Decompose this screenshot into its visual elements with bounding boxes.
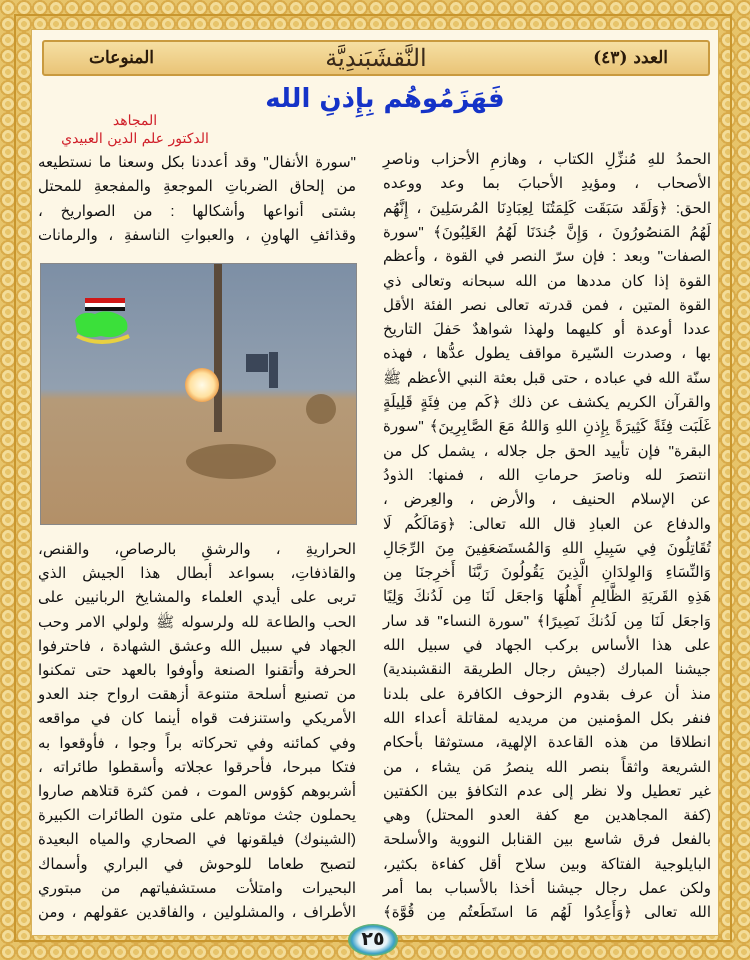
magazine-header	[42, 40, 710, 76]
text-line: تُقَاتِلُونَ فِي سَبِيلِ اللهِ وَالمُستَضعَفِينَ مِنَ الرِّجَالِ	[383, 539, 711, 557]
text-line: الشريعة واثقاً بنصر الله ينصرُ مَن يشاء ، من	[383, 758, 711, 776]
text-line: هَذِهِ القَريَةِ الظَّالِمِ أَهلُهَا وَاجعَل لَنَا مِن لَدُنكَ وَلِيًا	[383, 588, 711, 606]
vehicle	[269, 352, 278, 388]
text-line: والدفاع عن العبادِ قال الله تعالى: ﴿وَمَالَكُم لَا	[383, 515, 711, 533]
text-line: من إلحاق الضرباتِ الموجعةِ والمفجعةِ للمحتل	[38, 178, 356, 196]
article-photo	[40, 263, 357, 525]
army-emblem-icon	[71, 292, 141, 352]
text-line: ولكن عمل رجال جيشنا أخذا بالأسباب بما أمر	[383, 880, 711, 897]
text-line: وقذائفِ الهاونِ ، والعبواتِ الناسفةِ ، والرمانات	[38, 226, 356, 244]
text-line: الأصحاب ، ومؤيدِ الأحبابَ بما وعد ووعده	[383, 175, 711, 193]
vehicle	[246, 354, 268, 372]
author-title: المجاهد	[112, 113, 158, 129]
text-line: القوة المتين ، فمن قدرته تعالى نصر الفئة الأقل	[383, 296, 711, 314]
text-line: فتكا مبرحا، فأحرقوا عجلاته وأسقطوا طائراته ،	[38, 758, 356, 776]
text-line: الله تعالى ﴿وَأَعِدُوا لَهُم مَا استَطَعتُم مِن قُوَّة﴾	[383, 904, 711, 922]
text-line: انطلاقا من هذه القاعدة الإلهية، مستوثقا بأحكام	[383, 734, 711, 752]
text-line: وَالنِّسَاءِ وَالوِلدَانِ الَّذِينَ يَقُولُونَ رَبَّنَا أَخرِجنَا مِن	[383, 564, 711, 582]
text-line: من تصنيع أسلحة متنوعة أزهقت ارواح جند العدو	[38, 686, 356, 704]
text-line: جيشنا المبارك (جيش رجال الطريقة النقشبندية)	[383, 661, 711, 679]
article-title: فَهَزَمُوهُم بِإِذنِ الله	[265, 84, 505, 114]
author-name: الدكتور علم الدين العبيدي	[61, 131, 209, 147]
text-line: الحمدُ للهِ مُنزِّلِ الكتاب ، وهازمِ الأحزاب وناصرِ	[383, 151, 711, 168]
text-line: على هذا الأساس بركب الجهاد في سبيل الله	[383, 637, 711, 654]
text-line: لَهُمُ المَنصُورُونَ ، وَإِنَّ جُندَنَا لَهُمُ الغَلِبُونَ﴾ "سورة	[383, 223, 711, 241]
text-line: البقرة" فإن تأييد الحق جل جلاله ، يشمل كل من	[383, 442, 711, 460]
text-line: الحق: ﴿وَلَقَد سَبَقَت كَلِمَتُنَا لِعِبَادِنَا المُرسَلِينَ ، إِنَّهُم	[383, 199, 711, 217]
text-line: البحيرات وامتلأت مستشفياتهم من مبتوري	[38, 879, 356, 897]
text-line: بالفعل فرق شاسع بين القنابل النووية والأسلحة	[383, 831, 711, 849]
shrub	[186, 444, 276, 479]
text-line: الحراريةِ ، والرشقِ بالرصاصِ، والقنص،	[38, 541, 356, 558]
text-line: والقاذفاتِ، بسواعد أبطال هذا الجيش الذي	[38, 565, 356, 583]
magazine-logo: النَّقشَبَندِيَّة	[325, 44, 427, 72]
text-line: البايلوجية الفتاكة وبين سلاح أقل كفاءة بكثير،	[383, 855, 711, 873]
shrub	[306, 394, 336, 424]
explosion	[185, 368, 219, 402]
text-line: سنّة الله في عباده ، حتى قبل بعثة النبي الأعظم ﷺ	[383, 369, 711, 387]
issue-number: العدد (٤٣)	[593, 48, 668, 68]
text-line: انتصرَ لله وناصرَ حرماتِ الله ، فمنها: الذودُ	[383, 466, 711, 484]
text-line: بشتى أنواعها وأشكالها : من الصواريخ ،	[38, 202, 356, 220]
text-line: عن الإسلام الحنيف ، والأرض ، والعِرض ،	[383, 491, 711, 509]
text-line: الأطراف ، والمشلولين ، والفاقدين عقولهم ، ومن	[38, 904, 356, 921]
text-line: تربى على أيدي العلماء والمشايخ الربانيين على	[38, 589, 356, 607]
text-line: والقرآن الكريم يكشف عن ذلك ﴿كَم مِن فِئَةٍ قَلِيلَةٍ	[383, 394, 711, 411]
utility-pole	[214, 264, 222, 432]
text-line: الصفات" وبعد : فإن سرّ النصر في القوة ، وأعظم	[383, 248, 711, 266]
text-line: لتصبح طعاما للوحوش في البراري وأسماك	[38, 855, 356, 873]
text-line: عددا أوعدة أو كليهما ولهذا شواهدٌ حَفلَ التاريخ	[383, 321, 711, 339]
text-line: وَاجعَل لَنَا مِن لَدُنكَ نَصِيرًا﴾ "سورة النساء" قد سار	[383, 612, 711, 630]
text-line: وفي كمائنه وفي تحركاته براً وجوا ، فأوقعوا به	[38, 734, 356, 752]
text-line: غير تعطيل ولا نظر إلى عدم التكافؤ بين الكفتين	[383, 782, 711, 800]
page-number: ٢٥	[348, 924, 398, 956]
text-line: (كفة المجاهدين مع كفة العدو المحتل) وهي	[383, 807, 711, 825]
section-name: المنوعات	[89, 48, 154, 68]
text-line: أشربوهم كؤوس الموت ، فمن كثرة قتلاهم صاروا	[38, 783, 356, 800]
text-line: الحرفة وأتقنوا الصنعة وأوفوا بالعهد حتى تمكنوا	[38, 662, 356, 679]
text-line: "سورة الأنفال" وقد أعددنا بكل وسعنا ما نستطيعه	[38, 154, 356, 171]
text-line: القوة إذا كان مددها من الله سبحانه وتعالى ذي	[383, 272, 711, 290]
text-line: الحب والطاعة لله ولرسوله ﷺ ولولي الامر وحب	[38, 613, 356, 631]
text-line: الأمريكي واستنزفت قواه أينما كان في مواقعه	[38, 710, 356, 728]
text-line: (الشينوك) فيلقونها في الصحاري والمياه البعيدة	[38, 831, 356, 849]
text-line: فنفر بكل المؤمنين من مريديه لمقاتلة أعداء الله	[383, 709, 711, 727]
text-line: يحملون جثث موتاهم على متون الطائرات الكبيرة	[38, 807, 356, 825]
text-line: الجهاد في سبيل الله وعشق الشهادة ، فاحترفوا	[38, 637, 356, 655]
text-line: غَلَبَت فِئَةً كَثِيرَةً بِإِذنِ اللهِ وَاللهُ مَعَ الصَّابِرِينَ﴾ "سورة	[383, 418, 711, 436]
text-line: بها ، وصدرت السّيرة مواقف يطول عدُّها ، فهذه	[383, 345, 711, 363]
text-line: منذ أن عرف بقدوم الزحوف الكافرة على بلدنا	[383, 685, 711, 703]
